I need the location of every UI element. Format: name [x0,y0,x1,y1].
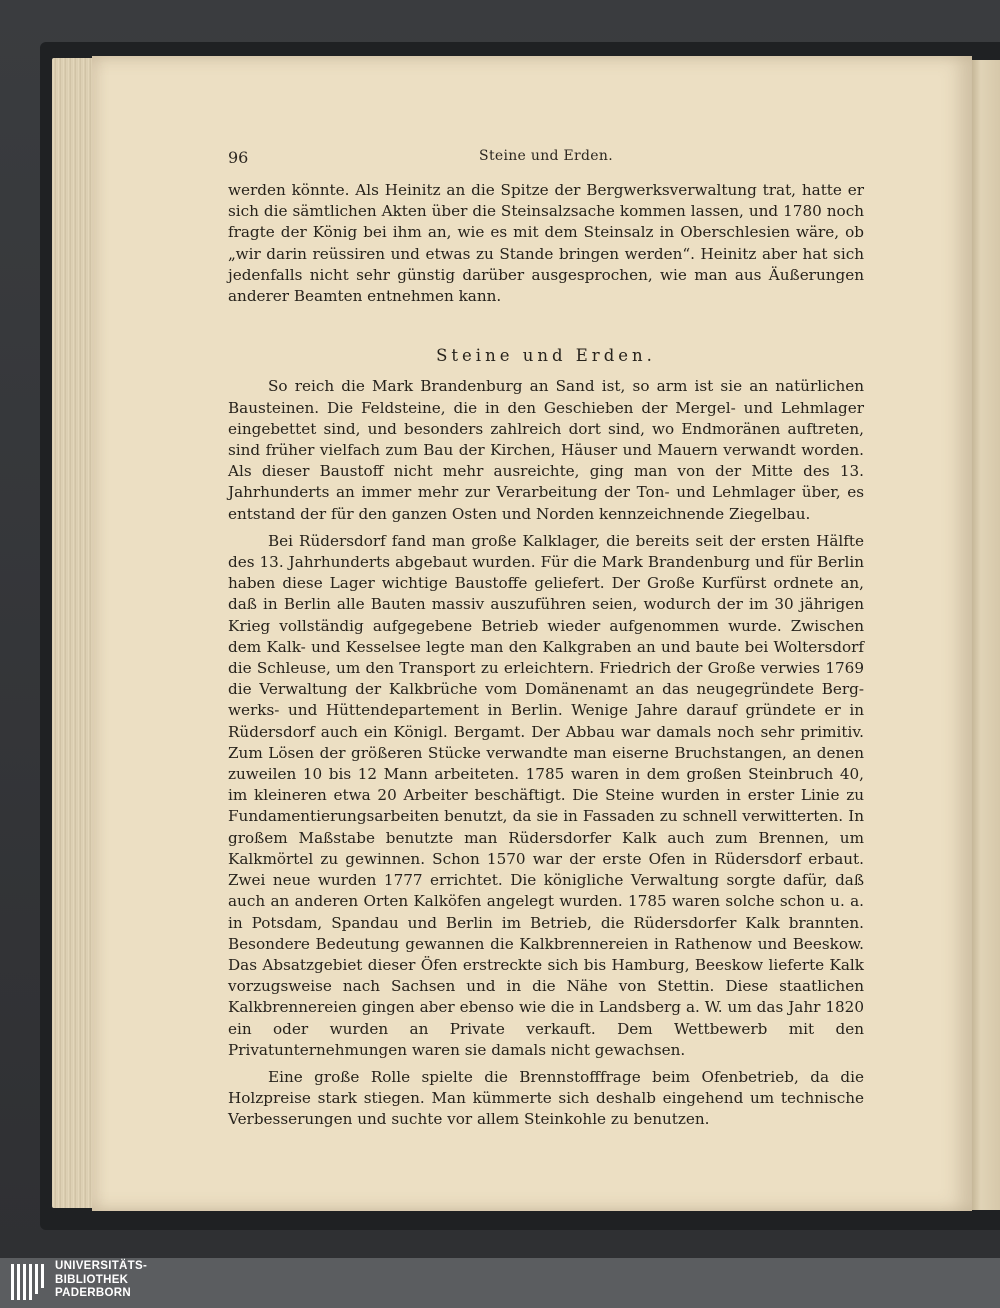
adjacent-page-edge [968,60,1000,1210]
paragraph-continued: werden könnte. Als Heinitz an die Spitze der Bergwerksverwaltung trat, hatte er sich die sämtlichen Akten über die Steinsalzsache kommen lassen, und 1780 noch fragte der König bei ihm an, wie es mit dem Steinsalz in Oberschlesien wäre, ob „wir darin reüssiren und etwas zu Stande bringen werden“. Heinitz aber hat sich jedenfalls nicht sehr günstig darüber ausgesprochen, wie man aus Äußerungen anderer Beamten entnehmen kann. [228,181,864,306]
running-head [228,148,864,170]
logo-line: UNIVERSITÄTS- [55,1260,148,1272]
library-logo-text [55,1260,147,1301]
library-barcode-icon [10,1262,46,1306]
page-number: 96 [228,148,249,167]
paragraph: Bei Rüdersdorf fand man große Kalklager, die bereits seit der ersten Hälfte des 13. Jahrhunderts abgebaut wurden. Für die Mark Brandenburg und für Berlin haben diese Lager wichtige Baustoffe geliefert. Der Große Kurfürst ordnete an, daß in Berlin alle Bauten massiv auszuführen seien, wodurch der im 30 jährigen Krieg vollständig aufgegebene Betrieb wieder aufgenommen wurde. Zwischen dem Kalk- und Kesselsee legte man den Kalkgraben an und baute bei Woltersdorf die Schleuse, um den Transport zu erleichtern. Friedrich der Große verwies 1769 die Verwaltung der Kalkbrüche vom Domänenamt an das neugegründete Bergwerks- und Hüttendepartement in Berlin. Wenige Jahre darauf gründete er in Rüdersdorf auch ein Königl. Bergamt. Der Abbau war damals noch sehr primitiv. Zum Lösen der größeren Stücke verwandte man eiserne Bruchstangen, an denen zuweilen 10 bis 12 Mann arbeiteten. 1785 waren in dem großen Steinbruch 40, im kleineren etwa 20 Arbeiter beschäftigt. Die Steine wurden in erster Linie zu Fundamentierungsarbeiten benutzt, da sie in Fassaden zu schnell verwitterten. In großem Maßstabe benutzte man Rüdersdorfer Kalk auch zum Brennen, um Kalkmörtel zu gewinnen. Schon 1570 war der erste Ofen in Rüdersdorf erbaut. Zwei neue wurden 1777 errichtet. Die königliche Verwaltung sorgte dafür, daß auch an anderen Orten Kalköfen angelegt wurden. 1785 waren solche schon u. a. in Potsdam, Spandau und Berlin im Betrieb, die Rüdersdorfer Kalk brannten. Besondere Bedeutung gewannen die Kalkbrennereien in Rathenow und Beeskow. Das Absatzgebiet dieser Öfen erstreckte sich bis Hamburg, Beeskow lieferte Kalk vorzugsweise nach Sachsen und in die Nähe von Stettin. Diese staatlichen Kalkbrennereien gingen aber ebenso wie die in Landsberg a. W. um das Jahr 1820 ein oder wurden an Private verkauft. Dem Wettbewerb mit den Privatunternehmungen waren sie damals nicht gewachsen. [228,531,864,1059]
footer-bar [0,1258,1000,1308]
logo-line: PADERBORN [55,1287,131,1299]
section-heading: Steine und Erden. [436,346,656,366]
running-title: Steine und Erden. [479,148,613,164]
paragraph: So reich die Mark Brandenburg an Sand ist, so arm ist sie an natürlichen Bausteinen. Die Feldsteine, die in den Geschieben der Mergel- und Lehmlager eingebettet sind, und besonders zahlreich dort sind, wo Endmoränen auftreten, sind früher vielfach zum Bau der Kirchen, Häuser und Mauern verwandt worden. Als dieser Baustoff nicht mehr ausreichte, ging man von der Mitte des 13. Jahrhunderts an immer mehr zur Verarbeitung der Ton- und Lehmlager über, es entstand der für den ganzen Osten und Norden kennzeichnende Ziegelbau. [228,377,864,523]
logo-line: BIBLIOTHEK [55,1273,129,1286]
paragraph: Eine große Rolle spielte die Brennstofffrage beim Ofenbetrieb, da die Holzpreise stark stiegen. Man kümmerte sich deshalb eingehend um technische Verbesserungen und suchte vor allem Steinkohle zu benutzen. [228,1067,864,1129]
main-text [228,180,864,1131]
